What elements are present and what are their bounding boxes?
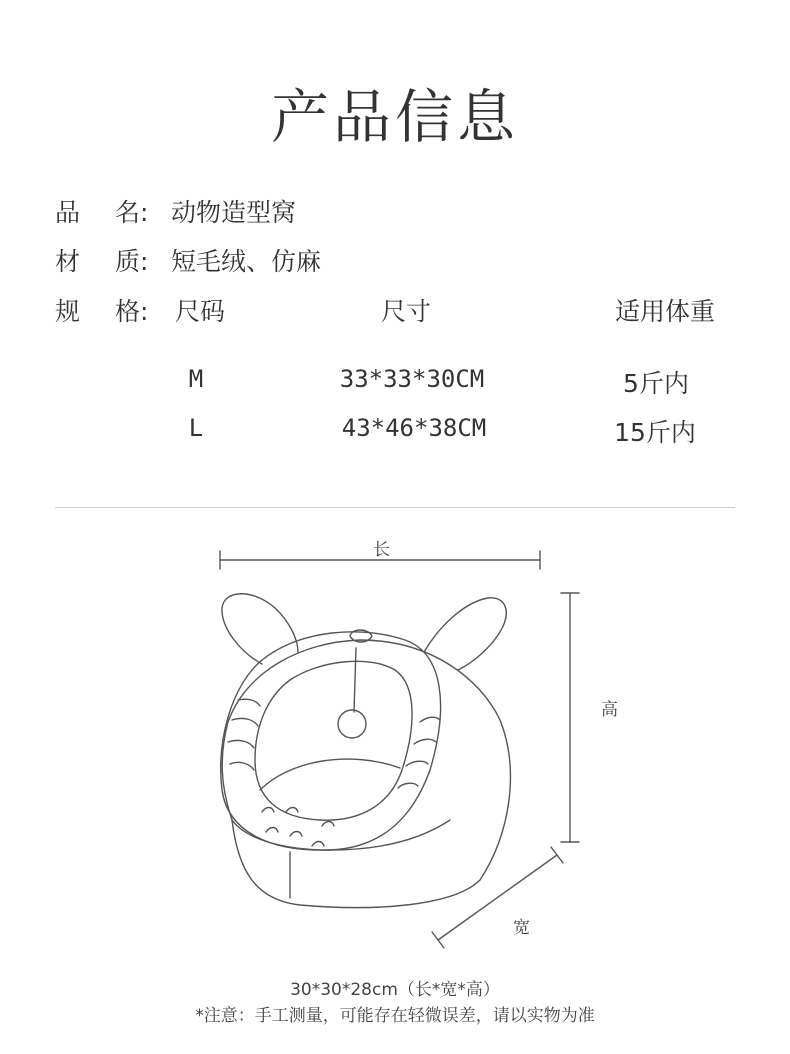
material-value: 短毛绒、仿麻 bbox=[171, 247, 322, 276]
width-label: 宽 bbox=[513, 918, 530, 938]
table-cell-size: L bbox=[188, 414, 204, 442]
label-char: 品 bbox=[55, 198, 81, 227]
label-char: 格: bbox=[115, 297, 149, 326]
pet-bed-outline bbox=[221, 594, 511, 908]
dimensions-caption: 30*30*28cm（长*宽*高） bbox=[290, 980, 500, 1000]
table-cell-weight: 15斤内 bbox=[614, 418, 696, 447]
product-name-value: 动物造型窝 bbox=[171, 198, 297, 227]
height-label: 高 bbox=[601, 700, 618, 720]
label-char: 质: bbox=[115, 247, 149, 276]
table-header-size: 尺码 bbox=[174, 297, 226, 326]
table-header-dims: 尺寸 bbox=[380, 297, 432, 326]
table-cell-dims: 33*33*30CM bbox=[339, 365, 485, 393]
table-header-weight: 适用体重 bbox=[614, 297, 716, 326]
measurement-note: *注意：手工测量，可能存在轻微误差，请以实物为准 bbox=[195, 1006, 595, 1026]
table-cell-size: M bbox=[188, 365, 204, 393]
page-title: 产品信息 bbox=[270, 83, 519, 151]
width-dimension-line bbox=[432, 847, 563, 948]
length-label: 长 bbox=[373, 540, 390, 560]
label-char: 规 bbox=[55, 297, 81, 326]
label-char: 材 bbox=[55, 247, 81, 276]
height-dimension-line bbox=[561, 593, 579, 842]
table-cell-dims: 43*46*38CM bbox=[341, 414, 487, 442]
table-cell-weight: 5斤内 bbox=[623, 369, 689, 398]
label-char: 名: bbox=[115, 198, 149, 227]
